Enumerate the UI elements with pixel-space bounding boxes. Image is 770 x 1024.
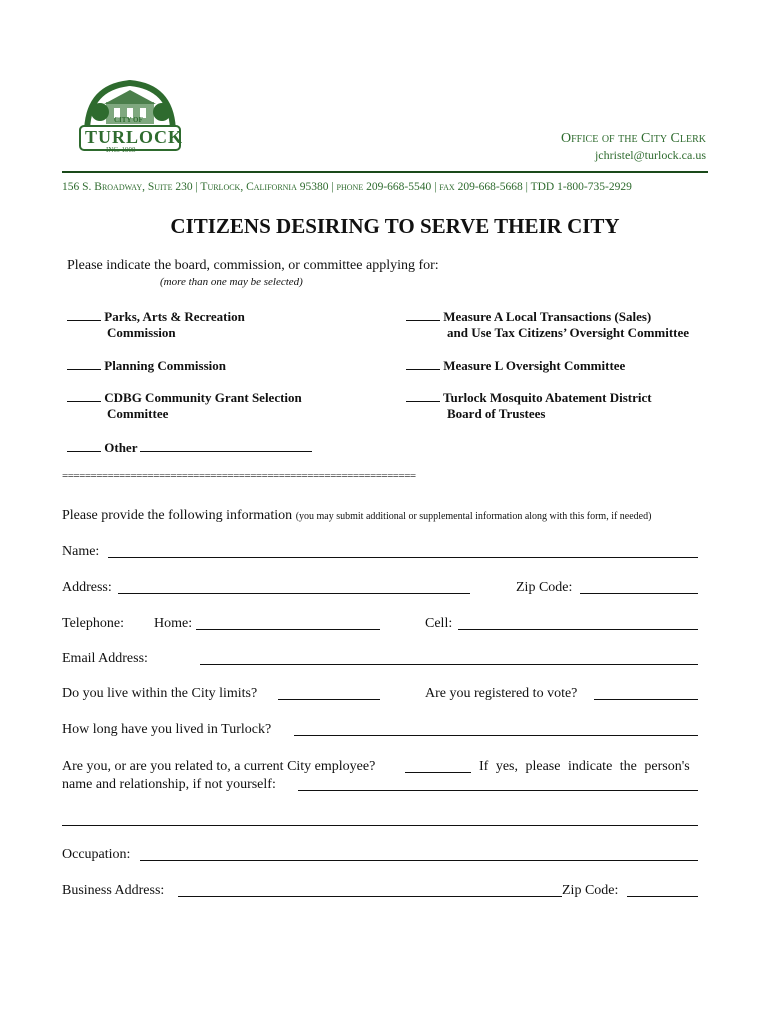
how-long-label: How long have you lived in Turlock?: [62, 722, 272, 737]
board-blank[interactable]: [406, 388, 440, 402]
info-prompt: Please provide the following information (you may submit additional or supplemental information along with this form, if needed): [62, 508, 652, 523]
related-if-yes: If yes, please indicate the person's: [479, 759, 690, 774]
city-logo: [76, 76, 184, 160]
business-address-label: Business Address:: [62, 883, 165, 898]
separator: ==============================================================: [62, 470, 416, 482]
board-note: (more than one may be selected): [160, 276, 303, 288]
board-left-1[interactable]: Parks, Arts & Recreation Commission: [67, 307, 387, 341]
office-title: Office of the City Clerk: [560, 131, 706, 146]
board-right-1[interactable]: Measure A Local Transactions (Sales) and Use Tax Citizens’ Oversight Committee: [406, 307, 726, 341]
board-blank[interactable]: [67, 388, 101, 402]
board-prompt: Please indicate the board, commission, or committee applying for:: [67, 258, 439, 273]
board-left-3[interactable]: CDBG Community Grant Selection Committee: [67, 388, 387, 422]
cell-label: Cell:: [425, 616, 453, 631]
form-title: CITIZENS DESIRING TO SERVE THEIR CITY: [170, 214, 620, 238]
address-line: 156 S. Broadway, Suite 230 | Turlock, California 95380 | phone 209-668-5540 | fax 209-668-5668 | TDD 1-800-735-2929: [62, 181, 632, 193]
logo-inc: INC. 1908: [106, 146, 136, 154]
header-rule: [62, 171, 708, 173]
registered-label: Are you registered to vote?: [425, 686, 578, 701]
board-blank[interactable]: [67, 356, 101, 370]
address-label: Address:: [62, 580, 112, 595]
occupation-label: Occupation:: [62, 847, 131, 862]
board-blank[interactable]: [67, 307, 101, 321]
occupation-input[interactable]: [140, 860, 698, 861]
name-input[interactable]: [108, 557, 698, 558]
zip-input[interactable]: [580, 593, 698, 594]
city-limits-label: Do you live within the City limits?: [62, 686, 258, 701]
address-input[interactable]: [118, 593, 470, 594]
email-input[interactable]: [200, 664, 698, 665]
home-phone-input[interactable]: [196, 629, 380, 630]
board-left-2[interactable]: Planning Commission: [67, 356, 387, 374]
other-input[interactable]: [140, 438, 312, 452]
related-name-label: name and relationship, if not yourself:: [62, 777, 276, 792]
cell-phone-input[interactable]: [458, 629, 698, 630]
clerk-email[interactable]: jchristel@turlock.ca.us: [594, 148, 706, 162]
logo-name: TURLOCK: [85, 127, 184, 147]
zip-label: Zip Code:: [516, 580, 573, 595]
board-blank[interactable]: [67, 438, 101, 452]
email-label: Email Address:: [62, 651, 148, 666]
business-zip-label: Zip Code:: [562, 883, 619, 898]
board-right-3[interactable]: Turlock Mosquito Abatement District Board of Trustees: [406, 388, 726, 422]
how-long-input[interactable]: [294, 735, 698, 736]
board-right-2[interactable]: Measure L Oversight Committee: [406, 356, 726, 374]
related-label: Are you, or are you related to, a current City employee?: [62, 759, 376, 774]
board-other[interactable]: Other: [67, 438, 387, 456]
telephone-label: Telephone:: [62, 616, 124, 631]
related-extra-input[interactable]: [62, 825, 698, 826]
business-zip-input[interactable]: [627, 896, 698, 897]
city-limits-input[interactable]: [278, 699, 380, 700]
name-label: Name:: [62, 544, 100, 559]
related-name-input[interactable]: [298, 790, 698, 791]
board-blank[interactable]: [406, 356, 440, 370]
business-address-input[interactable]: [178, 896, 562, 897]
related-input[interactable]: [405, 772, 471, 773]
board-blank[interactable]: [406, 307, 440, 321]
home-label: Home:: [154, 616, 193, 631]
logo-city-of: CITY OF: [114, 116, 143, 124]
registered-input[interactable]: [594, 699, 698, 700]
